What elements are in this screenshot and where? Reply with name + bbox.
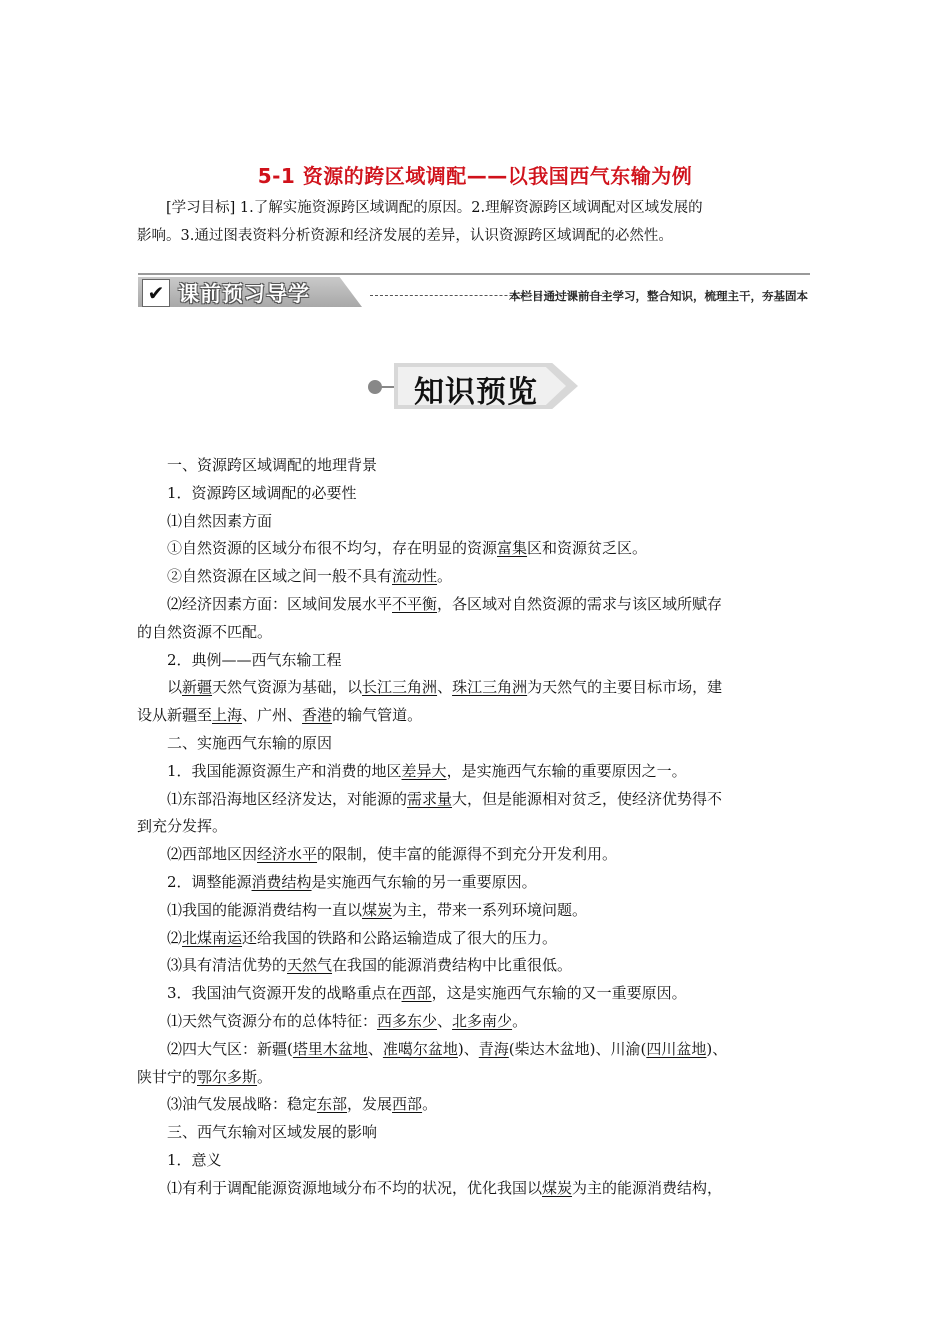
text: ⑵四大气区：新疆( xyxy=(167,1039,293,1058)
text: 2．调整能源 xyxy=(167,872,252,891)
answer-blank: 差异大 xyxy=(401,761,447,780)
answer-blank: 流动性 xyxy=(392,567,438,586)
text: 还给我国的铁路和公路运输造成了很大的压力。 xyxy=(242,928,558,947)
answer-blank: 香港 xyxy=(302,706,333,725)
document-body xyxy=(137,452,817,1203)
text: 、 xyxy=(437,678,453,697)
answer-blank: 煤炭 xyxy=(362,900,393,919)
text: ⑴东部沿海地区经济发达，对能源的 xyxy=(167,789,408,808)
text: 为主，带来一系列环境问题。 xyxy=(392,900,588,919)
text: 区和资源贫乏区。 xyxy=(527,539,648,558)
heading-label: 知识预览 xyxy=(414,375,538,410)
text: ⑴我国的能源消费结构一直以 xyxy=(167,900,363,919)
text: )、 xyxy=(457,1039,479,1058)
answer-blank: 北煤南运 xyxy=(182,928,243,947)
text: 陕甘宁的 xyxy=(137,1067,198,1086)
answer-blank: 四川盆地 xyxy=(646,1039,707,1058)
answer-blank: 北多南少 xyxy=(452,1011,513,1030)
text: 以 xyxy=(167,678,183,697)
answer-blank: 西部 xyxy=(392,1095,423,1114)
text: 。 xyxy=(437,567,453,586)
text: ①自然资源的区域分布很不均匀，存在明显的资源 xyxy=(167,539,498,558)
text: 、广州、 xyxy=(242,706,303,725)
text: 、 xyxy=(367,1039,383,1058)
text: 、 xyxy=(437,1011,453,1030)
heading-1-2: 2．典例——西气东输工程 xyxy=(167,650,342,669)
answer-blank: 消费结构 xyxy=(251,872,312,891)
paragraph xyxy=(137,786,817,814)
text: 天然气资源为基础，以 xyxy=(212,678,363,697)
answer-blank: 不平衡 xyxy=(392,594,438,613)
text: )、 xyxy=(706,1039,728,1058)
paragraph xyxy=(137,1008,817,1036)
text: ⑶油气发展战略：稳定 xyxy=(167,1095,318,1114)
paragraph xyxy=(137,980,817,1008)
text: ，是实施西气东输的重要原因之一。 xyxy=(446,761,687,780)
text: 是实施西气东输的另一重要原因。 xyxy=(311,872,537,891)
text: 。 xyxy=(422,1095,438,1114)
paragraph xyxy=(137,591,817,619)
text: 。 xyxy=(257,1067,273,1086)
heading-2: 二、实施西气东输的原因 xyxy=(167,733,333,752)
text: ⑴有利于调配能源资源地域分布不均的状况，优化我国以 xyxy=(167,1178,543,1197)
answer-blank: 天然气 xyxy=(287,956,333,975)
paragraph-continuation xyxy=(137,702,817,730)
paragraph-continuation xyxy=(137,1064,817,1092)
text: 的限制，使丰富的能源得不到充分开发利用。 xyxy=(317,845,618,864)
text: ②自然资源在区域之间一般不具有 xyxy=(167,567,393,586)
answer-blank: 新疆 xyxy=(182,678,213,697)
paragraph xyxy=(137,1091,817,1119)
banner-label: 课前预习导学 xyxy=(178,282,310,306)
answer-blank: 西部 xyxy=(401,984,432,1003)
answer-blank: 珠江三角洲 xyxy=(452,678,528,697)
paragraph xyxy=(137,758,817,786)
paragraph xyxy=(137,897,817,925)
paragraph xyxy=(137,674,817,702)
answer-blank: 富集 xyxy=(497,539,528,558)
text: 为天然气的主要目标市场，建 xyxy=(527,678,723,697)
answer-blank: 经济水平 xyxy=(257,845,318,864)
paragraph xyxy=(137,925,817,953)
section-banner xyxy=(138,273,810,309)
text: ⑵ xyxy=(167,928,183,947)
answer-blank: 鄂尔多斯 xyxy=(197,1067,258,1086)
answer-blank: 塔里木盆地 xyxy=(292,1039,368,1058)
text: 3．我国油气资源开发的战略重点在 xyxy=(167,984,402,1003)
text: ⑴天然气资源分布的总体特征： xyxy=(167,1011,378,1030)
text: 1．我国能源资源生产和消费的地区 xyxy=(167,761,402,780)
text: ，各区域对自然资源的需求与该区域所赋存 xyxy=(437,594,723,613)
answer-blank: 准噶尔盆地 xyxy=(382,1039,458,1058)
paragraph xyxy=(137,535,817,563)
answer-blank: 煤炭 xyxy=(542,1178,573,1197)
text: ⑵西部地区因 xyxy=(167,845,258,864)
paragraph xyxy=(137,563,817,591)
paragraph xyxy=(137,1175,817,1203)
banner-rule xyxy=(138,273,810,275)
knowledge-preview-heading xyxy=(368,363,582,409)
heading-1-1: 1．资源跨区域调配的必要性 xyxy=(167,483,357,502)
answer-blank: 长江三角洲 xyxy=(362,678,438,697)
heading-3-1: 1．意义 xyxy=(167,1150,222,1169)
answer-blank: 西多东少 xyxy=(377,1011,438,1030)
paragraph-continuation: 到充分发挥。 xyxy=(137,817,228,836)
goal-line-1: [学习目标] 1.了解实施资源跨区域调配的原因。2.理解资源跨区域调配对区域发展的 xyxy=(166,200,703,216)
paragraph-continuation: 的自然资源不匹配。 xyxy=(137,622,273,641)
text: 在我国的能源消费结构中比重很低。 xyxy=(332,956,573,975)
check-icon: ✔ xyxy=(142,279,170,307)
page-title: 5-1 资源的跨区域调配——以我国西气东输为例 xyxy=(257,164,693,188)
learning-goals xyxy=(137,194,817,250)
text: 为主的能源消费结构， xyxy=(572,1178,723,1197)
answer-blank: 需求量 xyxy=(407,789,453,808)
answer-blank: 青海 xyxy=(478,1039,509,1058)
text: 。 xyxy=(512,1011,528,1030)
text: 的输气管道。 xyxy=(332,706,423,725)
answer-blank: 东部 xyxy=(317,1095,348,1114)
heading-1: 一、资源跨区域调配的地理背景 xyxy=(167,456,378,474)
text: 大，但是能源相对贫乏，使经济优势得不 xyxy=(452,789,723,808)
text: ，这是实施西气东输的又一重要原因。 xyxy=(431,984,687,1003)
banner-note: 本栏目通过课前自主学习，整合知识，梳理主干，夯基固本 xyxy=(509,289,808,303)
answer-blank: 上海 xyxy=(212,706,243,725)
text: ，发展 xyxy=(347,1095,393,1114)
text: 设从新疆至 xyxy=(137,706,213,725)
heading-1-1-1: ⑴自然因素方面 xyxy=(167,511,273,530)
paragraph xyxy=(137,952,817,980)
paragraph xyxy=(137,869,817,897)
text: (柴达木盆地)、川渝( xyxy=(508,1039,647,1058)
heading-3: 三、西气东输对区域发展的影响 xyxy=(167,1123,378,1142)
text: ⑵经济因素方面：区域间发展水平 xyxy=(167,594,393,613)
goal-line-2: 影响。3.通过图表资料分析资源和经济发展的差异，认识资源跨区域调配的必然性。 xyxy=(137,228,673,244)
paragraph xyxy=(137,1036,817,1064)
paragraph xyxy=(137,841,817,869)
text: ⑶具有清洁优势的 xyxy=(167,956,288,975)
